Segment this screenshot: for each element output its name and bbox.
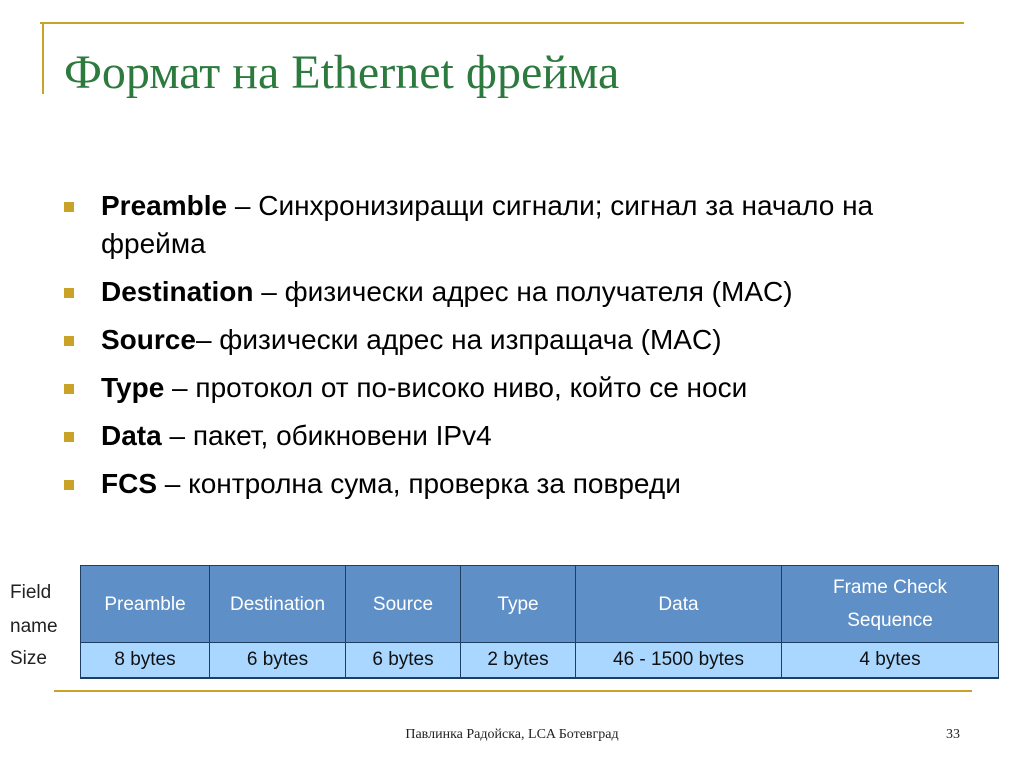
square-bullet-icon — [64, 202, 74, 212]
bullet-separator: – — [164, 372, 196, 403]
bullet-term: Source — [101, 324, 196, 355]
bullet-item-data — [64, 417, 964, 455]
bullet-item-destination — [64, 273, 964, 311]
bottom-rule-line — [54, 690, 972, 692]
bullet-separator: – — [195, 324, 220, 355]
field-name-cell: Destination — [210, 566, 346, 643]
slide-title: Формат на Ethernet фрейма — [64, 46, 620, 99]
bullet-term: Type — [101, 372, 165, 403]
bullet-item-preamble — [64, 187, 964, 263]
top-border-line — [40, 22, 964, 24]
row-label-field: Field — [10, 582, 52, 603]
bullet-text: протокол от по-високо ниво, който се носи — [195, 372, 748, 403]
field-name-line: Frame Check — [832, 577, 948, 598]
field-name-line: Sequence — [847, 610, 933, 631]
field-name-cell-fcs — [782, 566, 999, 643]
bullet-text: Синхронизиращи сигнали; сигнал за начало на фрейма — [101, 190, 874, 259]
field-name-cell: Source — [346, 566, 461, 643]
bullet-text: контролна сума, проверка за повреди — [188, 468, 681, 499]
bullet-item-fcs — [64, 465, 964, 503]
field-name-cell: Type — [461, 566, 576, 643]
field-size-cell: 6 bytes — [210, 643, 346, 679]
field-size-row — [81, 643, 999, 679]
bullet-text: физически адрес на изпращача (MAC) — [219, 324, 722, 355]
bullet-separator: – — [253, 276, 285, 307]
bullet-separator: – — [157, 468, 189, 499]
bullet-text: пакет, обикновени IPv4 — [192, 420, 492, 451]
bullet-term: FCS — [101, 468, 157, 499]
square-bullet-icon — [64, 336, 74, 346]
field-size-cell: 46 - 1500 bytes — [576, 643, 782, 679]
square-bullet-icon — [64, 384, 74, 394]
bullet-separator: – — [161, 420, 193, 451]
square-bullet-icon — [64, 288, 74, 298]
field-size-cell: 8 bytes — [81, 643, 210, 679]
bullet-term: Preamble — [101, 190, 228, 221]
square-bullet-icon — [64, 480, 74, 490]
bullet-list — [64, 187, 964, 513]
row-label-size: Size — [10, 648, 47, 669]
ethernet-frame-table — [80, 565, 999, 679]
bullet-item-source — [64, 321, 964, 359]
field-name-cell: Data — [576, 566, 782, 643]
bullet-term: Destination — [101, 276, 254, 307]
square-bullet-icon — [64, 432, 74, 442]
field-size-cell: 4 bytes — [782, 643, 999, 679]
bullet-separator: – — [227, 190, 259, 221]
footer-author: Павлинка Радойска, LCA Ботевград — [405, 727, 619, 742]
page-number: 33 — [946, 727, 960, 742]
left-border-line — [42, 22, 44, 94]
bullet-text: физически адрес на получателя (MAC) — [284, 276, 793, 307]
bullet-term: Data — [101, 420, 162, 451]
row-label-name: name — [10, 616, 58, 637]
field-name-cell: Preamble — [81, 566, 210, 643]
bullet-item-type — [64, 369, 964, 407]
field-size-cell: 2 bytes — [461, 643, 576, 679]
field-name-row — [81, 566, 999, 643]
field-size-cell: 6 bytes — [346, 643, 461, 679]
